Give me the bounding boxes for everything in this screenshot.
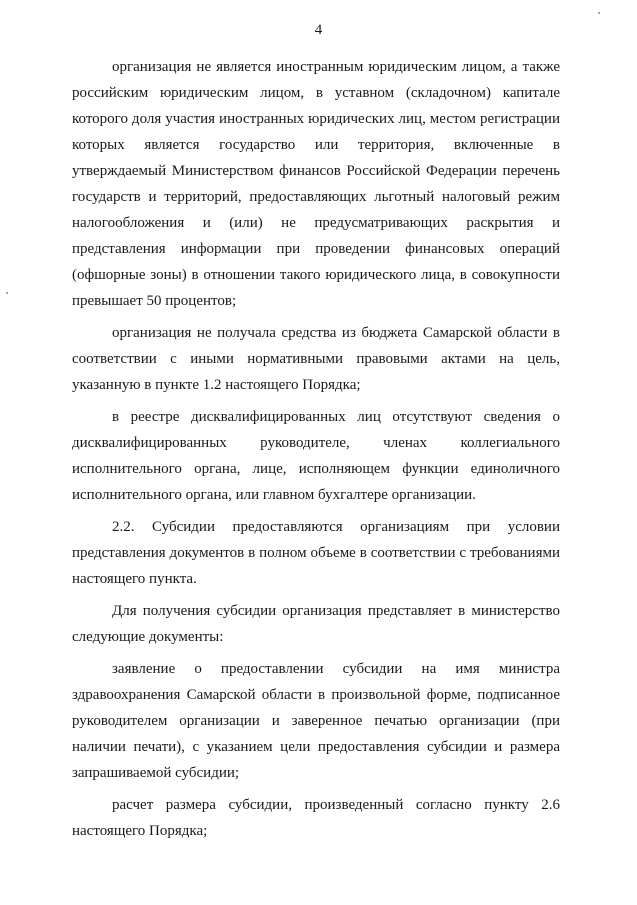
scan-speck — [598, 12, 600, 14]
page-number: 4 — [314, 22, 323, 38]
paragraph-calculation: расчет размера субсидии, произведенный согласно пункту 2.6 настоящего Порядка; — [72, 797, 560, 839]
paragraph-section-2-2: 2.2. Субсидии предоставляются организациям при условии представления документов в полном объеме в соответствии с требованиями настоящего пункта. — [72, 519, 560, 587]
paragraph-no-budget-funds: организация не получала средства из бюджета Самарской области в соответствии с иными нормативными правовыми актами на цель, указанную в пункте 1.2 настоящего Порядка; — [72, 325, 560, 393]
paragraph-documents-intro: Для получения субсидии организация представляет в министерство следующие документы: — [72, 603, 560, 645]
scan-speck — [6, 292, 8, 294]
document-body — [72, 54, 560, 844]
paragraph-application: заявление о предоставлении субсидии на имя министра здравоохранения Самарской области в произвольной форме, подписанное руководителем организации и заверенное печатью организации (при наличии печати), с указанием цели предоставления субсидии и размера запрашиваемой субсидии; — [72, 661, 560, 781]
paragraph-foreign-entity: организация не является иностранным юридическим лицом, а также российским юридическим лицом, в уставном (складочном) капитале которого доля участия иностранных юридических лиц, местом регистрации которых является государство или территория, включенные в утверждаемый Министерством финансов Российской Федерации перечень государств и территорий, предоставляющих льготный налоговый режим налогообложения и (или) не предусматривающих раскрытия и представления информации при проведении финансовых операций (офшорные зоны) в отношении такого юридического лица, в совокупности превышает 50 процентов; — [72, 59, 560, 309]
paragraph-disqualified-registry: в реестре дисквалифицированных лиц отсутствуют сведения о дисквалифицированных руководителе, членах коллегиального исполнительного органа, лице, исполняющем функции единоличного исполнительного органа, или главном бухгалтере организации. — [72, 409, 560, 503]
